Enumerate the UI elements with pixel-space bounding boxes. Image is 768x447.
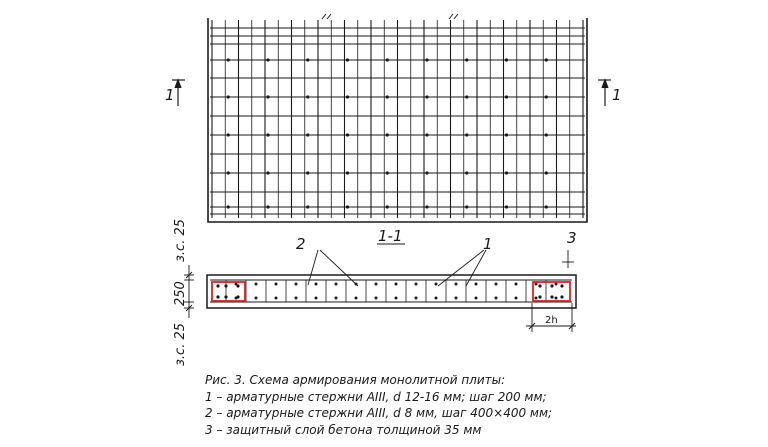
plan-rebar-node (465, 133, 468, 136)
section-top-bar (475, 283, 478, 286)
edge-bar (550, 284, 553, 287)
section-bottom-bar (475, 297, 478, 300)
section-bottom-bar (435, 297, 438, 300)
plan-rebar-node (545, 205, 548, 208)
callout-2: 2 (296, 235, 306, 253)
edge-bar (216, 295, 219, 298)
section-bottom-bar (295, 297, 298, 300)
plan-rebar-node (266, 95, 269, 98)
section-rebar-dots (216, 283, 563, 300)
edge-bar (216, 284, 219, 287)
plan-rebar-node (306, 58, 309, 61)
plan-rebar-node (425, 95, 428, 98)
plan-rebar-node (386, 58, 389, 61)
plan-rebar-node (227, 95, 230, 98)
section-stirrups (226, 280, 546, 302)
bottom-cover-dimension: з.с. 25 (173, 323, 188, 366)
section-top-bar (515, 283, 518, 286)
callout-3: 3 (567, 229, 577, 247)
plan-rebar-node (386, 205, 389, 208)
section-bottom-bar (415, 297, 418, 300)
plan-rebar-node (425, 171, 428, 174)
plan-rebar-node (425, 58, 428, 61)
section-bottom-bar (495, 297, 498, 300)
plan-rebar-node (465, 171, 468, 174)
edge-bar (550, 295, 553, 298)
plan-rebar-node (306, 95, 309, 98)
break-mark-left (322, 14, 331, 19)
caption-item-2: 2 – арматурные стержни АIII, d 8 мм, шаг 400×400 мм; (205, 406, 553, 420)
section-top-bar (415, 283, 418, 286)
section-cut-right (598, 80, 611, 106)
edge-bar (538, 284, 541, 287)
plan-rebar-node (386, 95, 389, 98)
plan-rebar-node (227, 171, 230, 174)
section-bottom-bar (335, 297, 338, 300)
section-top-bar (255, 283, 258, 286)
plan-rebar-node (306, 133, 309, 136)
section-top-bar (495, 283, 498, 286)
plan-rebar-node (425, 133, 428, 136)
plan-rebar-node (465, 58, 468, 61)
plan-rebar-node (505, 58, 508, 61)
plan-rebar-grid (210, 20, 585, 218)
section-bottom-bar (515, 297, 518, 300)
thickness-value: 250 (173, 281, 188, 306)
plan-rebar-node (266, 205, 269, 208)
plan-rebar-intersections (227, 58, 548, 208)
section-bottom-bar (535, 297, 538, 300)
plan-rebar-node (465, 95, 468, 98)
plan-rebar-node (346, 95, 349, 98)
plan-rebar-node (346, 133, 349, 136)
edge-bar (560, 295, 563, 298)
section-top-bar (395, 283, 398, 286)
plan-rebar-node (545, 95, 548, 98)
edge-bar (236, 295, 239, 298)
section-title: 1-1 (378, 227, 403, 245)
plan-rebar-node (266, 171, 269, 174)
caption-item-3: 3 – защитный слой бетона толщиной 35 мм (205, 422, 482, 437)
callout-1: 1 (483, 235, 493, 253)
plan-rebar-node (346, 171, 349, 174)
caption-item-1: 1 – арматурные стержни АIII, d 12-16 мм; шаг 200 мм; (205, 389, 547, 404)
plan-rebar-node (346, 58, 349, 61)
section-top-bar (435, 283, 438, 286)
section-top-bar (275, 283, 278, 286)
plan-rebar-node (425, 205, 428, 208)
plan-rebar-node (505, 133, 508, 136)
plan-rebar-node (386, 171, 389, 174)
section-top-bar (535, 283, 538, 286)
edge-bar (224, 284, 227, 287)
section-bottom-bar (455, 297, 458, 300)
break-mark-right (449, 14, 458, 19)
plan-rebar-node (306, 171, 309, 174)
section-bottom-bar (355, 297, 358, 300)
section-bottom-bar (315, 297, 318, 300)
plan-rebar-node (266, 133, 269, 136)
plan-view (208, 14, 587, 222)
plan-rebar-node (505, 205, 508, 208)
section-top-bar (555, 283, 558, 286)
edge-bar (538, 295, 541, 298)
callout-leaders (308, 250, 574, 286)
figure-caption (205, 372, 725, 438)
plan-rebar-node (227, 58, 230, 61)
section-top-bar (315, 283, 318, 286)
section-view (207, 275, 576, 308)
cut-label-left: 1 (165, 86, 175, 104)
edge-bar (236, 284, 239, 287)
plan-rebar-node (545, 133, 548, 136)
plan-rebar-node (386, 133, 389, 136)
section-bottom-bar (275, 297, 278, 300)
plan-rebar-node (465, 205, 468, 208)
plan-rebar-node (306, 205, 309, 208)
plan-rebar-node (227, 133, 230, 136)
plan-rebar-node (505, 95, 508, 98)
section-top-bar (375, 283, 378, 286)
caption-title: Рис. 3. Схема армирования монолитной плиты: (205, 373, 506, 387)
plan-rebar-node (505, 171, 508, 174)
section-bottom-bar (255, 297, 258, 300)
edge-zone-label: 2h (545, 315, 558, 326)
plan-rebar-node (545, 171, 548, 174)
top-cover-dimension: з.с. 25 (173, 219, 188, 262)
section-top-bar (335, 283, 338, 286)
section-top-bar (295, 283, 298, 286)
edge-bar (560, 284, 563, 287)
section-bottom-bar (375, 297, 378, 300)
plan-rebar-node (266, 58, 269, 61)
section-bottom-bar (395, 297, 398, 300)
plan-rebar-node (545, 58, 548, 61)
plan-rebar-node (346, 205, 349, 208)
edge-bar (224, 295, 227, 298)
cut-label-right: 1 (612, 86, 622, 104)
section-top-bar (455, 283, 458, 286)
section-bottom-bar (555, 297, 558, 300)
plan-rebar-node (227, 205, 230, 208)
